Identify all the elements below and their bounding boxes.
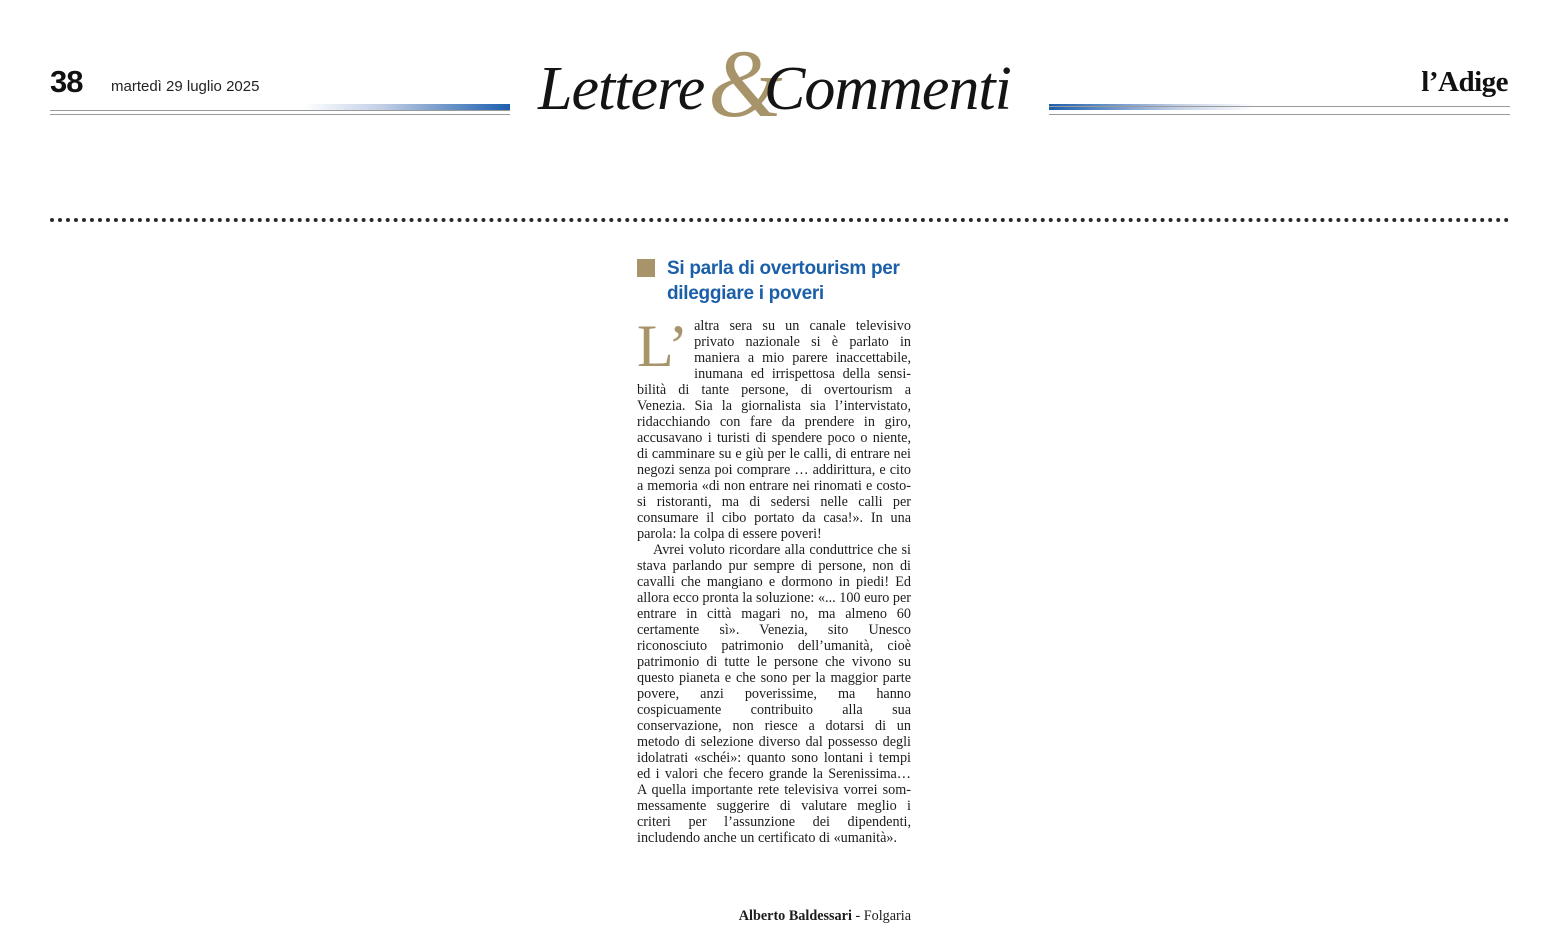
header-hairline-left-bottom (50, 114, 510, 115)
header-hairline-right-bottom (1049, 114, 1510, 115)
article-signature (739, 908, 911, 925)
author-location: - Folgaria (855, 908, 911, 924)
newspaper-brand: l’Adige (1421, 66, 1508, 98)
header-hairline-right-top (1049, 106, 1510, 107)
article-headline: Si parla di overtourism per dileggiare i poveri (667, 258, 900, 304)
header-hairline-left-top (50, 110, 510, 111)
article-paragraph-1 (637, 313, 911, 542)
article-paragraph-2: Avrei voluto ricordare alla conduttrice che si stava parlando pur sempre di persone, non di cavalli che mangiano e dormono in piedi! Ed allora ecco pronta la soluzione: «... 100 euro per entrare in città magari no, ma almeno 60 certamente sì». Venezia, sito Unesco riconosciuto patrimonio dell’umanità, cioè patrimonio di tutte le persone che vivono su questo pianeta e che sono per la maggior parte povere, anzi poverissime, ma hanno cospicuamente contribuito alla sua conservazione, non riesce a dotarsi di un metodo di selezione diverso dal possesso degli idolatrati «schéi»: quanto sono lontani i tempi ed i valori che fecero grande la Serenissima… A quella importante rete televisiva vorrei sommessamente suggerire di valutare meglio i criteri per l’assunzione dei dipendenti, includendo anche un certificato di «umanità». (637, 542, 911, 846)
headline-square-icon (637, 259, 655, 277)
dotted-separator (50, 218, 1510, 222)
masthead-commenti: Commenti (764, 55, 1011, 123)
page-number: 38 (50, 64, 83, 99)
article-body (637, 313, 911, 846)
header-rule-right (1049, 104, 1510, 110)
page-date: martedì 29 luglio 2025 (111, 78, 260, 95)
author-name: Alberto Baldessari (738, 908, 852, 924)
section-masthead (538, 30, 1038, 137)
masthead-ampersand: & (708, 30, 783, 137)
dropcap: L’ (637, 313, 689, 379)
masthead-lettere: Lettere (538, 55, 705, 123)
paragraph-1-text: altra sera su un canale televisivo privato nazionale si è parlato in maniera a mio parere inaccettabile, inumana ed irrispettosa della sensibilità di tante persone, di overtourism a Venezia. Sia la giornalista sia l’intervistato, ridacchiando con fare da prendere in giro, accusavano i turisti di spendere poco o niente, di camminare su e giù per le calli, di entrare nei negozi senza poi comprare … addirittura, e cito a memoria «di non entrare nei rinomati e costosi ristoranti, ma di sedersi nelle calli per consumare il cibo portato da casa!». In una parola: la colpa di essere poveri! (637, 318, 911, 542)
